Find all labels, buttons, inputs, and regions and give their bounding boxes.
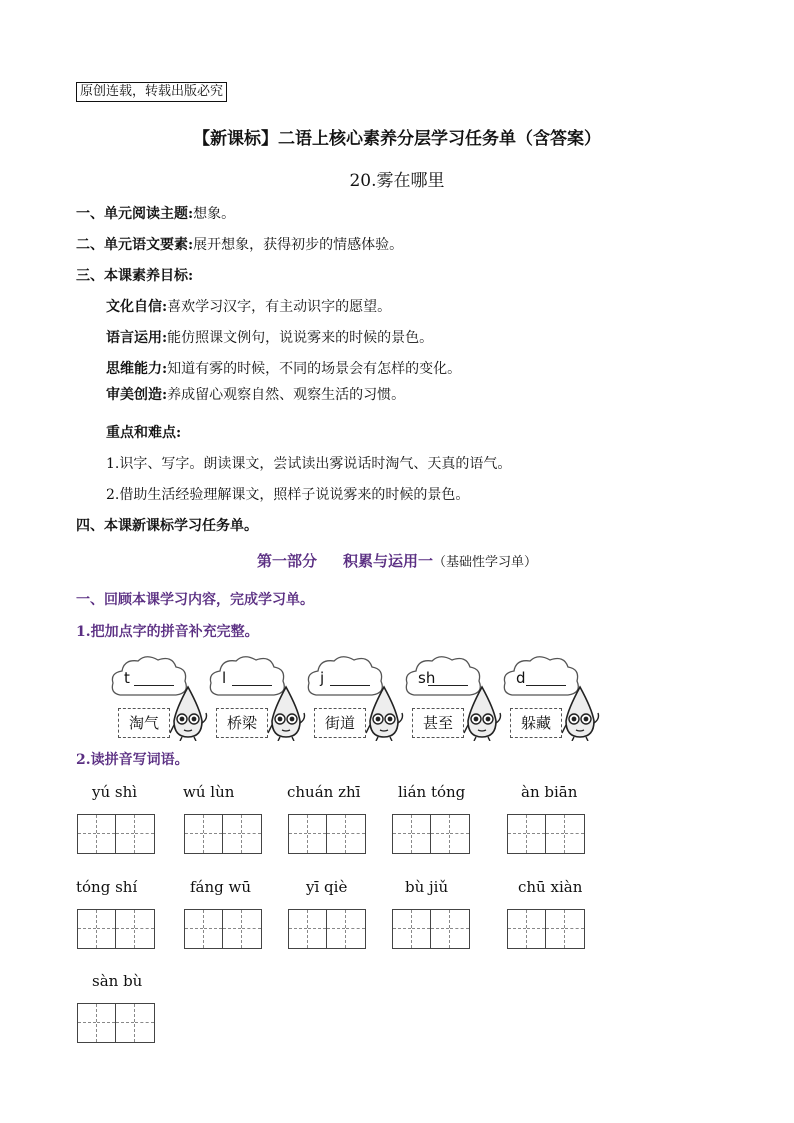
goal-text: 能仿照课文例句，说说雾来的时候的景色。 <box>167 330 434 346</box>
section-3 <box>76 265 193 285</box>
goal-text: 知道有雾的时候，不同的场景会有怎样的变化。 <box>167 361 462 377</box>
goal-text: 喜欢学习汉字，有主动识字的愿望。 <box>167 299 392 315</box>
pinyin-cloud-item <box>108 655 208 747</box>
pinyin-prompt: chū xiàn <box>518 878 583 896</box>
section-2-label: 二、单元语文要素: <box>76 237 194 253</box>
pinyin-prompt: yú shì <box>92 783 138 801</box>
raindrop-character-icon <box>168 685 208 741</box>
writing-grid[interactable] <box>288 814 366 854</box>
writing-grid[interactable] <box>507 814 585 854</box>
raindrop-character-icon <box>560 685 600 741</box>
goal-label: 语言运用: <box>106 330 168 346</box>
section-1-label: 一、单元阅读主题: <box>76 206 194 222</box>
word-box: 甚至 <box>412 708 464 738</box>
goal-text: 养成留心观察自然、观察生活的习惯。 <box>167 387 406 403</box>
pinyin-prompt: àn biān <box>521 783 578 801</box>
goal-2 <box>106 327 433 347</box>
raindrop-character-icon <box>462 685 502 741</box>
pinyin-prompt: bù jiǔ <box>405 878 449 896</box>
part-title: 第一部分 <box>256 552 317 570</box>
key-points-label: 重点和难点: <box>106 425 182 441</box>
word-box: 淘气 <box>118 708 170 738</box>
pinyin-prompt: tóng shí <box>76 878 138 896</box>
word-box: 桥梁 <box>216 708 268 738</box>
writing-grid[interactable] <box>507 909 585 949</box>
raindrop-character-icon <box>266 685 306 741</box>
page-title: 【新课标】二语上核心素养分层学习任务单（含答案） <box>193 129 601 149</box>
writing-grid[interactable] <box>77 909 155 949</box>
section-3-label: 三、本课素养目标: <box>76 268 194 284</box>
pinyin-cloud-item <box>206 655 306 747</box>
goal-4 <box>106 384 405 404</box>
pinyin-initial: l <box>222 669 227 687</box>
raindrop-character-icon <box>364 685 404 741</box>
pinyin-prompt: yī qiè <box>306 878 348 896</box>
section-2 <box>76 234 403 254</box>
goal-1 <box>106 296 391 316</box>
pinyin-initial: j <box>320 669 325 687</box>
pinyin-prompt: chuán zhī <box>287 783 361 801</box>
goal-label: 文化自信: <box>106 299 168 315</box>
copyright-notice: 原创连载，转载出版必究 <box>76 82 227 102</box>
writing-grid[interactable] <box>184 909 262 949</box>
word-box: 躲藏 <box>510 708 562 738</box>
writing-grid[interactable] <box>184 814 262 854</box>
section-2-text: 展开想象，获得初步的情感体验。 <box>193 237 404 253</box>
word-box: 街道 <box>314 708 366 738</box>
part-note: （基础性学习单） <box>433 555 538 570</box>
part-heading <box>0 550 794 571</box>
writing-grid[interactable] <box>288 909 366 949</box>
pinyin-prompt: lián tóng <box>398 783 466 801</box>
goal-label: 审美创造: <box>106 387 168 403</box>
pinyin-cloud-item <box>500 655 600 747</box>
pinyin-cloud-item <box>402 655 502 747</box>
pinyin-prompt: fáng wū <box>190 878 252 896</box>
section-4: 四、本课新课标学习任务单。 <box>76 518 258 534</box>
pinyin-prompt: sàn bù <box>92 972 143 990</box>
writing-grid[interactable] <box>77 1003 155 1043</box>
pinyin-initial: d <box>516 669 526 687</box>
lesson-title: 20.雾在哪里 <box>349 171 445 191</box>
section-1-text: 想象。 <box>193 206 236 222</box>
question-2: 2.读拼音写词语。 <box>76 752 189 768</box>
part-subtitle: 积累与运用一 <box>342 552 433 570</box>
key-point-2: 2.借助生活经验理解课文，照样子说说雾来的时候的景色。 <box>106 487 470 503</box>
question-1: 1.把加点字的拼音补充完整。 <box>76 624 259 640</box>
goal-3 <box>106 358 461 378</box>
key-point-1: 1.识字、写字。朗读课文，尝试读出雾说话时淘气、天真的语气。 <box>106 456 512 472</box>
writing-grid[interactable] <box>392 909 470 949</box>
pinyin-initial: t <box>124 669 130 687</box>
task-heading: 一、回顾本课学习内容，完成学习单。 <box>76 592 314 608</box>
pinyin-initial: sh <box>418 669 436 687</box>
writing-grid[interactable] <box>77 814 155 854</box>
pinyin-cloud-item <box>304 655 404 747</box>
pinyin-prompt: wú lùn <box>183 783 235 801</box>
goal-label: 思维能力: <box>106 361 168 377</box>
writing-grid[interactable] <box>392 814 470 854</box>
section-1 <box>76 203 235 223</box>
